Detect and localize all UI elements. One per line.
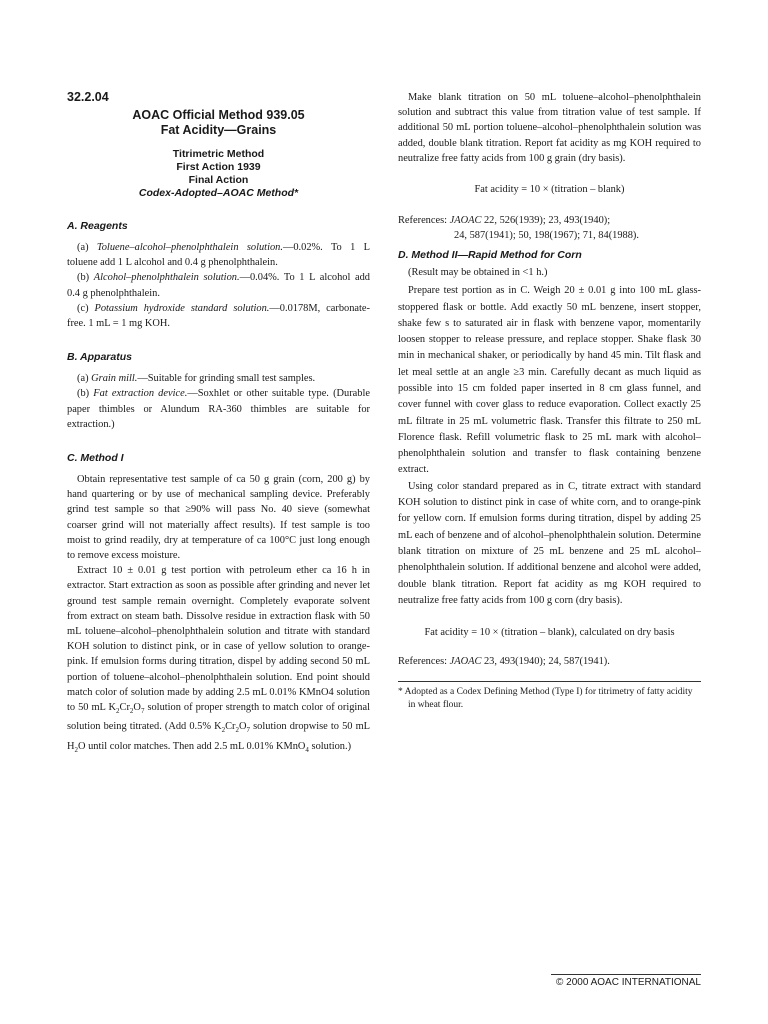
subscript: 2 — [221, 726, 226, 735]
left-column — [67, 90, 370, 758]
p2-part-b: Cr — [119, 702, 130, 714]
subscript: 2 — [74, 745, 79, 754]
apparatus-a-name: Grain mill. — [91, 373, 138, 385]
reagent-b — [67, 270, 370, 300]
method-title: AOAC Official Method 939.05 — [132, 108, 305, 122]
final-action: Final Action — [188, 174, 249, 186]
reagent-c — [67, 301, 370, 331]
p2-part-a: Extract 10 ± 0.01 g test portion with petroleum ether ca 16 h in extractor. Start extraction as soon as possible after grinding and never let ground test sample remain overnight. Completely evaporate solvent from extract on steam bath. Dissolve residue in extraction flask with 50 mL toluene–alcohol–phenolphthalein solution and titrate with standard KOH solution to distinct pink, or in case of yellow solution to orange-pink. If emulsion forms during titration, dispel by adding second 50 mL portion of toluene–alcohol–phenolphthalein solution. End point should match color of solution made by adding 2.5 mL 0.01% KMnO4 solution to 50 mL K — [67, 565, 370, 714]
reagent-a-name: Toluene–alcohol–phenolphthalein solution. — [96, 242, 283, 253]
apparatus-a — [67, 371, 370, 386]
references-part-2: 24, 587(1941); 50, 198(1967); 71, 84(1988). — [454, 230, 639, 242]
apparatus-b — [67, 386, 370, 432]
apparatus-a-label: (a) — [77, 373, 89, 385]
blank-titration-paragraph: Make blank titration on 50 mL toluene–alcohol–phenolphthalein solution and subtract this value from titration value of test sample. If additional 50 mL portion toluene–alcohol–phenolphthalein solution was added, double blank titration. Report fat acidity as mg KOH required to neutralize free fatty acids from 100 g grain (dry basis). — [398, 92, 701, 164]
method1-heading: C. Method I — [67, 452, 124, 465]
apparatus-b-label: (b) — [77, 388, 90, 400]
method-type: Titrimetric Method — [172, 148, 265, 160]
footnote-divider — [398, 681, 701, 682]
p2-part-b: Cr — [225, 721, 236, 733]
formula-method2: Fat acidity = 10 × (titration – blank), calculated on dry basis — [424, 627, 675, 639]
right-column — [398, 90, 701, 711]
p2-part-g: solution.) — [308, 740, 352, 752]
reagent-a-label: (a) — [77, 242, 89, 253]
reagent-c-label: (c) — [77, 302, 89, 314]
first-action: First Action 1939 — [176, 161, 261, 173]
subscript: 2 — [116, 707, 120, 716]
reagent-a-text: —0.02%. To 1 L toluene add 1 L alcohol and 0.4 g phenolphthalein. — [67, 242, 370, 269]
references-part-1: 22, 526(1939); 23, 493(1940); — [481, 215, 611, 227]
subscript: 7 — [246, 726, 251, 735]
subscript: 2 — [235, 726, 239, 735]
reagent-b-text: —0.04%. To 1 L alcohol add 0.4 g phenolphthalein. — [67, 272, 370, 299]
reagent-b-label: (b) — [77, 272, 90, 284]
references-label: References: — [398, 656, 450, 668]
subscript: 4 — [305, 745, 309, 754]
references-label: References: — [398, 215, 450, 227]
p2-part-e: solution dropwise to 50 mL H — [67, 721, 370, 752]
reagent-c-name: Potassium hydroxide standard solution. — [94, 302, 270, 314]
references-method2 — [398, 654, 701, 669]
codex-status: Codex-Adopted–AOAC Method* — [138, 187, 299, 199]
journal-name: JAOAC — [449, 656, 482, 668]
method1-paragraph-2 — [67, 563, 370, 758]
method2-prepare-paragraph: Prepare test portion as in C. Weigh 20 ± 0.01 g into 100 mL glass-stoppered flask or bottle. Add exactly 50 mL benzene, insert stopper, shake few s to saturated air in flask with benzene vapor, momentarily loosen stopper to release pressure, and replace stopper. Shake flask 30 min in mechanical shaker, or periodically by hand 45 min. Tilt flask and let meal settle at an angle ≥3 min. Carefully decant as much liquid as possible into 15 cm folded paper inserted in 8 cm glass funnel, and cover funnel with cover glass to reduce evaporation. Collect exactly 25 mL filtrate in 25 mL volumetric flask. Transfer this filtrate to 250 mL Florence flask. Refill volumetric flask to 25 mL mark with alcohol–phenolphthalein solution and transfer to flask containing benzene extract. — [398, 285, 701, 476]
method1-paragraph-1: Obtain representative test sample of ca 50 g grain (corn, 200 g) by hand quartering or by use of mechanical sampling device. Preferably grind test sample so that ≥90% will pass No. 40 sieve (somewhat coarser grind will not materially affect results). If test sample is too moist to grind readily, dry at temperature of ca 100°C just long enough to remove excess moisture. — [67, 474, 370, 562]
method-subject: Fat Acidity—Grains — [160, 123, 277, 137]
result-note: (Result may be obtained in <1 h.) — [408, 267, 548, 279]
method2-heading: D. Method II—Rapid Method for Corn — [398, 249, 582, 262]
subscript: 7 — [140, 707, 145, 716]
formula-method1: Fat acidity = 10 × (titration – blank) — [474, 184, 625, 196]
reagent-c-text: —0.0178M, carbonate-free. 1 mL = 1 mg KOH. — [67, 302, 370, 330]
p2-part-c: O — [133, 702, 141, 714]
reagent-a — [67, 240, 370, 270]
apparatus-b-name: Fat extraction device. — [93, 388, 188, 400]
p2-part-c: O — [239, 721, 247, 733]
p2-part-f: O until color matches. Then add 2.5 mL 0.01% KMnO — [78, 740, 306, 752]
title-block — [67, 108, 370, 200]
method2-color-paragraph: Using color standard prepared as in C, titrate extract with standard KOH solution to distinct pink in case of white corn, and to orange-pink for yellow corn. If emulsion forms during titration, dispel by adding 25 mL each of benzene and of alcohol–phenolphthalein solution. Determine blank titration on mixture of 25 mL benzene and 25 mL alcohol–phenolphthalein solution. If additional benzene and alcohol were added, double blank titration. Report fat acidity as mg KOH required to neutralize free fatty acids from 100 g corn (dry basis). — [398, 480, 701, 606]
apparatus-a-text: —Suitable for grinding small test samples. — [137, 373, 316, 385]
footnote: * Adopted as a Codex Defining Method (Type I) for titrimetry of fatty acidity in wheat flour. — [398, 687, 693, 710]
reagent-b-name: Alcohol–phenolphthalein solution. — [93, 272, 240, 284]
reagents-heading: A. Reagents — [67, 220, 128, 232]
p2-part-d: solution of proper strength to match color of original solution being titrated. (Add 0.5% K — [67, 702, 370, 733]
references-method1 — [398, 213, 701, 243]
journal-name: JAOAC — [449, 215, 482, 227]
apparatus-heading: B. Apparatus — [67, 351, 132, 364]
footer-divider — [551, 974, 701, 975]
section-number: 32.2.04 — [67, 90, 109, 104]
apparatus-b-text: —Soxhlet or other suitable type. (Durable paper thimbles or Alundum RA-360 thimbles are suitable for extraction.) — [67, 388, 370, 430]
copyright: © 2000 AOAC INTERNATIONAL — [555, 977, 701, 988]
references-part-1: 23, 493(1940); 24, 587(1941). — [481, 656, 610, 668]
subscript: 2 — [129, 707, 134, 716]
